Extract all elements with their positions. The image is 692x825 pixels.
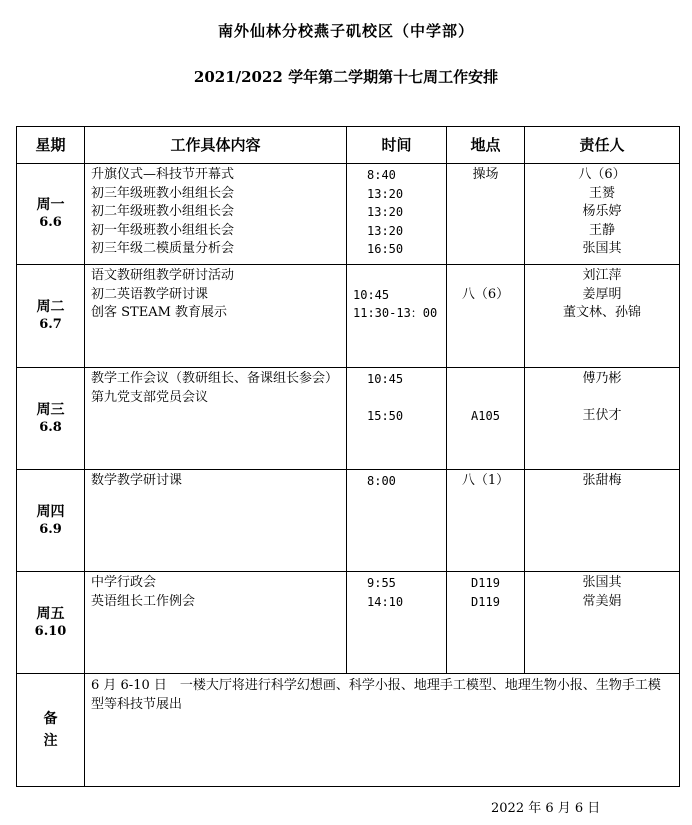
place-item: A105 bbox=[471, 409, 500, 424]
day-cell-thursday bbox=[17, 470, 85, 572]
person-cell bbox=[525, 164, 680, 265]
table-row-wednesday bbox=[17, 368, 680, 470]
header-row bbox=[17, 127, 680, 164]
day-name: 周三 bbox=[36, 401, 65, 418]
table-row-tuesday bbox=[17, 265, 680, 368]
content-item: 创客 STEAM 教育展示 bbox=[91, 305, 228, 321]
day-cell-wednesday bbox=[17, 368, 85, 470]
remarks-text: 6 月 6-10 日 一楼大厅将进行科学幻想画、科学小报、地理手工模型、地理生物小报、生物手工模型等科技节展出 bbox=[85, 674, 680, 787]
place-cell bbox=[447, 368, 525, 470]
time-cell bbox=[347, 368, 447, 470]
time-item: 11:30-13：00 bbox=[353, 306, 438, 321]
place-cell bbox=[447, 265, 525, 368]
person-item: 八（6） bbox=[578, 167, 626, 182]
content-cell bbox=[85, 164, 347, 265]
schedule-subtitle: 2021/2022 学年第二学期第十七周工作安排 bbox=[193, 68, 499, 86]
content-cell bbox=[85, 470, 347, 572]
content-item: 教学工作会议（教研组长、备课组长参会） bbox=[91, 371, 339, 386]
col-header-place: 地点 bbox=[447, 127, 525, 164]
place-item: 八（1） bbox=[461, 473, 510, 488]
person-item: 傅乃彬 bbox=[582, 371, 622, 386]
person-item: 张国其 bbox=[582, 575, 622, 590]
content-item: 初三年级班教小组组长会 bbox=[91, 185, 235, 201]
table-row-thursday bbox=[17, 470, 680, 572]
place-item: 八（6） bbox=[461, 286, 510, 302]
time-item bbox=[347, 267, 446, 286]
day-name: 周二 bbox=[36, 299, 65, 315]
day-name: 周五 bbox=[36, 605, 65, 622]
person-item: 王伏才 bbox=[582, 408, 622, 424]
table-row-monday bbox=[17, 164, 680, 265]
time-cell bbox=[347, 470, 447, 572]
content-item: 初一年级班教小组组长会 bbox=[91, 222, 235, 238]
time-item: 8:40 bbox=[367, 168, 396, 182]
person-cell bbox=[525, 572, 680, 674]
content-cell bbox=[85, 265, 347, 368]
time-item: 15:50 bbox=[367, 409, 404, 424]
table-row-remarks bbox=[17, 674, 680, 787]
col-header-person: 责任人 bbox=[525, 127, 680, 164]
col-header-weekday: 星期 bbox=[17, 127, 85, 164]
content-item: 升旗仪式—科技节开幕式 bbox=[91, 167, 235, 182]
person-item: 常美娟 bbox=[582, 593, 622, 609]
content-item: 第九党支部党员会议 bbox=[91, 389, 209, 405]
time-cell bbox=[347, 265, 447, 368]
day-date: 6.8 bbox=[39, 419, 62, 435]
table-row-friday bbox=[17, 572, 680, 674]
place-item: D119 bbox=[471, 576, 500, 590]
time-cell bbox=[347, 164, 447, 265]
person-item: 王静 bbox=[588, 222, 615, 238]
place-item bbox=[447, 267, 524, 286]
day-date: 6.7 bbox=[39, 317, 62, 332]
school-title: 南外仙林分校燕子矶校区（中学部） bbox=[217, 22, 474, 40]
time-cell bbox=[347, 572, 447, 674]
day-date: 6.9 bbox=[39, 521, 62, 537]
person-item: 王赟 bbox=[588, 185, 615, 201]
day-name: 周一 bbox=[36, 197, 65, 213]
content-cell bbox=[85, 368, 347, 470]
content-item: 中学行政会 bbox=[91, 575, 157, 590]
person-cell bbox=[525, 368, 680, 470]
time-item: 9:55 bbox=[367, 576, 396, 590]
content-item: 语文教研组教学研讨活动 bbox=[91, 268, 235, 283]
col-header-content: 工作具体内容 bbox=[85, 127, 347, 164]
time-item: 10:45 bbox=[353, 287, 390, 302]
person-cell bbox=[525, 265, 680, 368]
place-item: 操场 bbox=[472, 167, 499, 182]
content-item: 初二年级班教小组组长会 bbox=[91, 204, 235, 220]
time-item: 14:10 bbox=[367, 594, 404, 609]
person-item: 张甜梅 bbox=[582, 473, 622, 488]
time-item: 16:50 bbox=[367, 242, 404, 257]
day-cell-tuesday bbox=[17, 265, 85, 368]
person-item: 姜厚明 bbox=[582, 286, 622, 302]
person-item: 张国其 bbox=[582, 241, 622, 257]
col-header-time: 时间 bbox=[347, 127, 447, 164]
time-item: 8:00 bbox=[367, 474, 396, 488]
place-cell bbox=[447, 572, 525, 674]
schedule-table bbox=[16, 126, 680, 787]
content-item: 数学教学研讨课 bbox=[91, 473, 183, 488]
place-item: D119 bbox=[471, 594, 500, 609]
place-cell bbox=[447, 164, 525, 265]
person-item: 董文林、孙锦 bbox=[562, 305, 641, 321]
person-item: 刘江萍 bbox=[582, 268, 622, 283]
content-item: 初三年级二模质量分析会 bbox=[91, 241, 235, 257]
person-item: 杨乐婷 bbox=[582, 204, 622, 220]
day-cell-friday bbox=[17, 572, 85, 674]
content-cell bbox=[85, 572, 347, 674]
day-name: 周四 bbox=[36, 503, 65, 520]
day-cell-monday bbox=[17, 164, 85, 265]
content-item: 英语组长工作例会 bbox=[91, 593, 196, 609]
content-item: 初二英语教学研讨课 bbox=[91, 286, 209, 302]
place-cell bbox=[447, 470, 525, 572]
day-date: 6.10 bbox=[34, 623, 67, 639]
person-cell bbox=[525, 470, 680, 572]
day-date: 6.6 bbox=[39, 215, 62, 230]
time-item: 10:45 bbox=[367, 372, 404, 386]
time-item: 13:20 bbox=[367, 223, 404, 238]
time-item: 13:20 bbox=[367, 186, 404, 201]
time-item: 13:20 bbox=[367, 205, 404, 220]
footer-date: 2022 年 6 月 6 日 bbox=[491, 801, 601, 816]
remarks-label: 备 注 bbox=[17, 674, 85, 787]
